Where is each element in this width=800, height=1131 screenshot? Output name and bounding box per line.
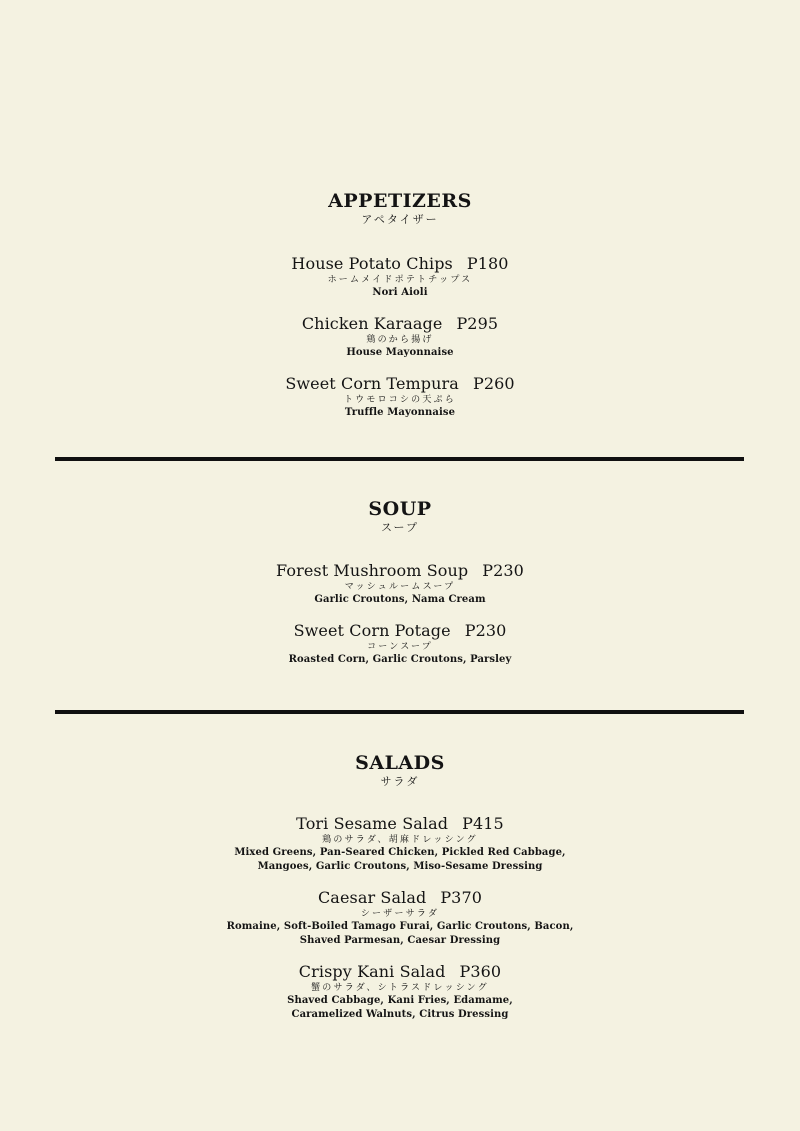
item-description: Garlic Croutons, Nama Cream [314,594,486,605]
menu-item [0,561,800,607]
item-name: Sweet Corn Tempura [285,374,459,393]
item-japanese-name: コーンスープ [367,642,433,652]
item-description: Truffle Mayonnaise [344,407,456,418]
section-appetizers [0,190,800,434]
item-japanese-name: 鶏のサラダ、胡麻ドレッシング [322,835,478,845]
section-title: SOUP [368,498,432,520]
item-name: House Potato Chips [291,254,453,273]
item-description: Shaved Cabbage, Kani Fries, Edamame, [287,995,513,1006]
section-subtitle: スープ [381,521,419,534]
menu-item [0,888,800,948]
item-description: Shaved Parmesan, Caesar Dressing [299,935,501,946]
item-description: Romaine, Soft-Boiled Tamago Furai, Garlic Croutons, Bacon, [226,921,574,932]
item-price: P230 [464,621,507,640]
section-salads [0,752,800,1036]
menu-item [0,621,800,667]
item-name-line [0,314,800,334]
item-price: P180 [466,254,509,273]
item-name: Sweet Corn Potage [293,621,451,640]
item-japanese-name: 鶏のから揚げ [366,335,434,345]
item-description: Roasted Corn, Garlic Croutons, Parsley [288,654,512,665]
item-description: Caramelized Walnuts, Citrus Dressing [291,1009,509,1020]
item-name: Chicken Karaage [301,314,443,333]
menu-items [0,814,800,1022]
section-divider [55,457,744,461]
item-name-line [0,561,800,581]
item-name-line [0,962,800,982]
menu-items [0,561,800,667]
menu-item [0,314,800,360]
menu-item [0,254,800,300]
item-name: Caesar Salad [317,888,427,907]
menu-item [0,962,800,1022]
item-price: P415 [462,814,504,833]
section-title: SALADS [355,752,445,774]
item-name: Forest Mushroom Soup [276,561,469,580]
item-japanese-name: マッシュルームスープ [344,582,456,592]
item-name-line [0,621,800,641]
item-name: Crispy Kani Salad [298,962,446,981]
item-description: Mangoes, Garlic Croutons, Miso-Sesame Dressing [257,861,543,872]
item-name: Tori Sesame Salad [296,814,449,833]
item-price: P360 [459,962,502,981]
item-price: P370 [440,888,483,907]
item-description: Mixed Greens, Pan-Seared Chicken, Pickled Red Cabbage, [234,847,566,858]
item-japanese-name: シーザーサラダ [360,909,440,919]
item-japanese-name: ホームメイドポテトチップス [327,275,473,285]
section-divider [55,710,744,714]
menu-item [0,814,800,874]
item-name-line [0,374,800,394]
item-name-line [0,814,800,834]
section-title: APPETIZERS [328,190,472,212]
item-name-line [0,888,800,908]
menu-items [0,254,800,420]
item-price: P230 [482,561,524,580]
menu-item [0,374,800,420]
item-name-line [0,254,800,274]
section-subtitle: サラダ [380,775,420,788]
section-subtitle: アペタイザー [361,213,439,226]
item-japanese-name: 蟹のサラダ、シトラスドレッシング [311,983,489,993]
item-price: P260 [472,374,515,393]
item-description: House Mayonnaise [346,347,454,358]
item-japanese-name: トウモロコシの天ぷら [343,395,456,405]
item-description: Nori Aioli [372,287,428,298]
item-price: P295 [456,314,499,333]
section-soup [0,498,800,681]
